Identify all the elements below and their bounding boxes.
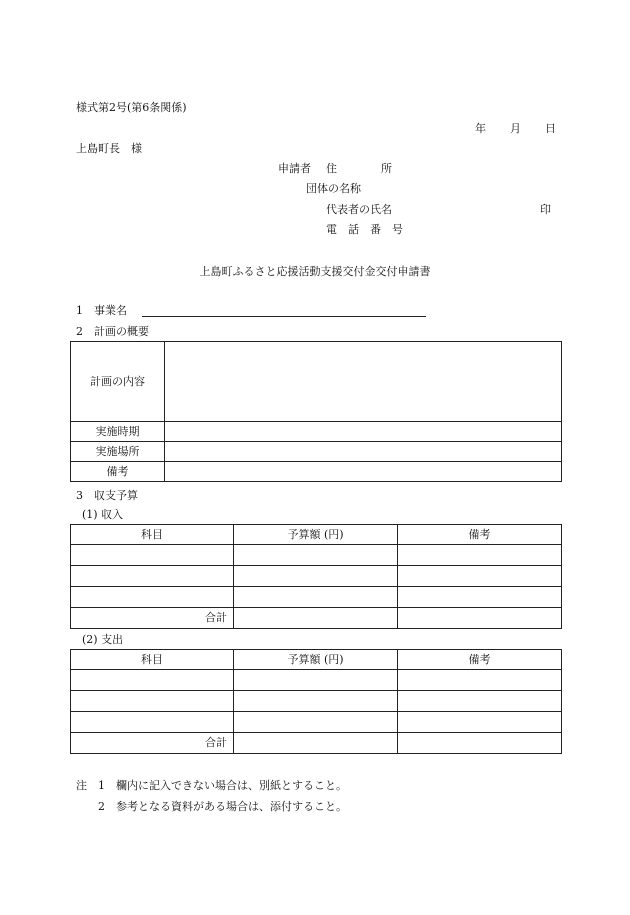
income-remarks-cell[interactable] [398,587,562,608]
income-header-remarks: 備考 [398,525,562,545]
income-amount-cell[interactable] [234,587,398,608]
expense-header-remarks: 備考 [398,650,562,670]
note-item-2: 2 参考となる資料がある場合は、添付すること。 [98,800,347,813]
expense-amount-cell[interactable] [234,670,398,691]
date-day-label: 日 [545,122,556,135]
expense-amount-cell[interactable] [234,712,398,733]
plan-period-label: 実施時期 [71,422,165,442]
income-total-remarks[interactable] [398,608,562,629]
plan-overview-table [70,341,562,482]
expense-remarks-cell[interactable] [398,691,562,712]
expense-item-cell[interactable] [71,712,234,733]
section1-label: 1 事業名 [76,304,127,317]
income-amount-cell[interactable] [234,566,398,587]
table-row [71,712,562,733]
table-row [71,587,562,608]
income-item-cell[interactable] [71,545,234,566]
income-item-cell[interactable] [71,587,234,608]
income-total-label: 合計 [71,608,234,629]
income-table [70,524,562,629]
income-total-amount[interactable] [234,608,398,629]
section2-label: 2 計画の概要 [76,325,149,338]
expense-total-label: 合計 [71,733,234,754]
plan-place-label: 実施場所 [71,442,165,462]
expense-table [70,649,562,754]
plan-row-remarks [71,462,562,482]
income-header-row [71,525,562,545]
table-row [71,691,562,712]
expense-header-item: 科目 [71,650,234,670]
income-item-cell[interactable] [71,566,234,587]
income-header-amount: 予算額 (円) [234,525,398,545]
expense-remarks-cell[interactable] [398,670,562,691]
plan-place-field[interactable] [165,442,562,462]
income-remarks-cell[interactable] [398,545,562,566]
income-amount-cell[interactable] [234,545,398,566]
plan-period-field[interactable] [165,422,562,442]
plan-content-label: 計画の内容 [71,342,165,422]
addressee: 上島町長 様 [76,142,142,155]
expense-label: (2) 支出 [82,633,124,646]
plan-row-place [71,442,562,462]
seal-mark: 印 [540,203,551,216]
income-total-row [71,608,562,629]
table-row [71,545,562,566]
notes-prefix: 注 [76,779,87,792]
note-item-1: 1 欄内に記入できない場合は、別紙とすること。 [98,779,347,792]
table-row [71,670,562,691]
table-row [71,566,562,587]
plan-content-field[interactable] [165,342,562,422]
section3-label: 3 収支予算 [76,489,138,502]
organization-label: 団体の名称 [306,182,361,195]
expense-remarks-cell[interactable] [398,712,562,733]
expense-item-cell[interactable] [71,670,234,691]
expense-item-cell[interactable] [71,691,234,712]
date-month-label: 月 [510,122,521,135]
document-title: 上島町ふるさと応援活動支援交付金交付申請書 [199,265,431,278]
expense-amount-cell[interactable] [234,691,398,712]
expense-total-row [71,733,562,754]
plan-remarks-label: 備考 [71,462,165,482]
form-number: 様式第2号(第6条関係) [76,101,187,114]
phone-label: 電 話 番 号 [326,223,403,236]
income-label: (1) 収入 [82,508,124,521]
address-label: 住 所 [326,162,392,175]
expense-header-amount: 予算額 (円) [234,650,398,670]
date-year-label: 年 [475,122,486,135]
income-remarks-cell[interactable] [398,566,562,587]
plan-row-period [71,422,562,442]
applicant-label: 申請者 [278,162,311,175]
income-header-item: 科目 [71,525,234,545]
expense-header-row [71,650,562,670]
representative-label: 代表者の氏名 [326,203,392,216]
expense-total-amount[interactable] [234,733,398,754]
project-name-line[interactable] [142,316,426,317]
plan-row-content [71,342,562,422]
expense-total-remarks[interactable] [398,733,562,754]
plan-remarks-field[interactable] [165,462,562,482]
